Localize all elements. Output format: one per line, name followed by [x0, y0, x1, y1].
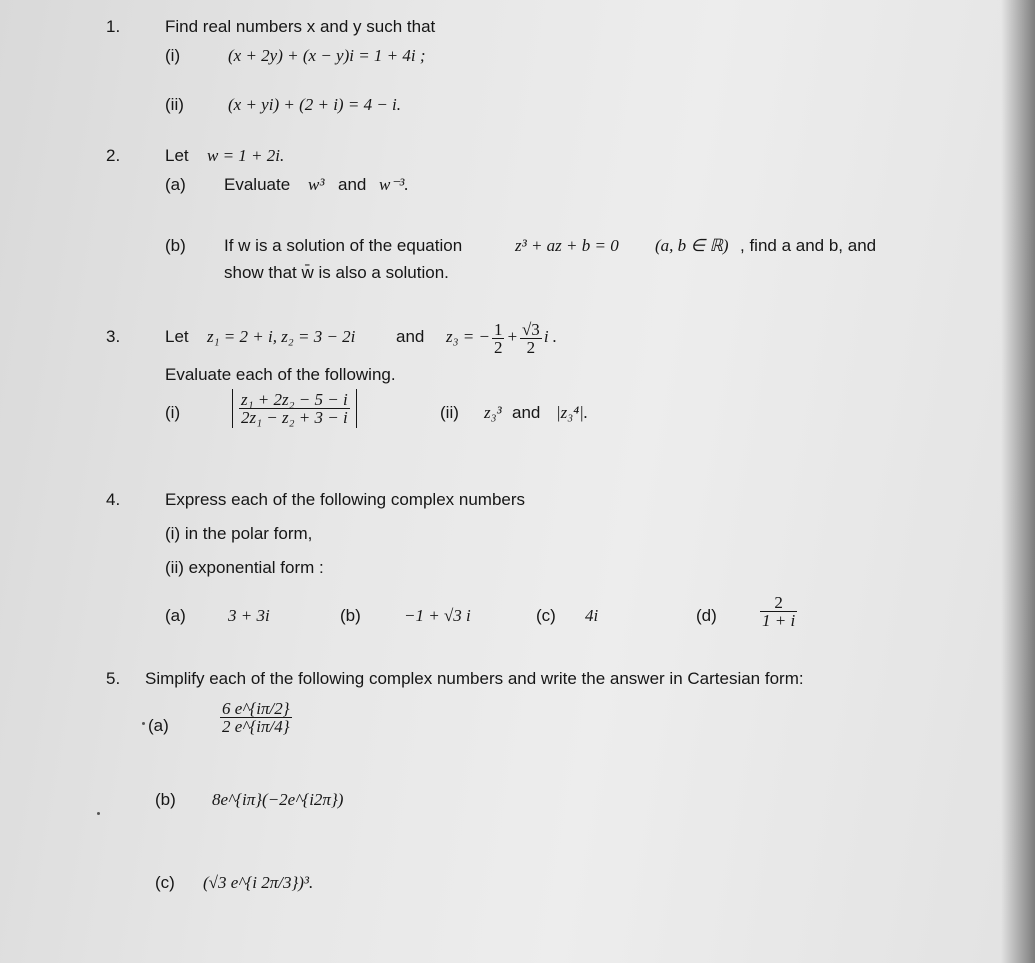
q3-i-label: (i) [165, 403, 181, 422]
q1-intro: Find real numbers x and y such that [165, 17, 436, 36]
q3-ii-and: and [512, 403, 541, 422]
q4-d-numerator: 2 [760, 594, 797, 612]
q2-a-expression-1: w³ [308, 175, 325, 194]
q4-d-denominator: 1 + i [762, 611, 796, 630]
q4-b-label: (b) [340, 606, 361, 625]
q3-z3-denominator-2: 2 [526, 337, 536, 357]
page-edge-shadow [1001, 0, 1035, 963]
q3-z3-denominator-1: 2 [493, 337, 503, 357]
q2-b-equation: z³ + az + b = 0 [515, 236, 619, 255]
q3-z3-plus: + [506, 327, 518, 346]
q5-number: 5. [106, 669, 121, 688]
q3-definitions: z₁ = 2 + i, z₂ = 3 − 2i [207, 327, 356, 346]
q3-z3-lhs: z₃ = − [446, 327, 490, 346]
q3-i-denominator: 2z₁ − z₂ + 3 − i [241, 408, 348, 427]
q2-b-condition: (a, b ∈ ℝ) [655, 236, 729, 255]
q3-z3-fraction-2 [520, 321, 542, 356]
q2-b-text: If w is a solution of the equation [224, 236, 463, 255]
q4-number: 4. [106, 490, 121, 509]
q4-c-label: (c) [536, 606, 556, 625]
q3-i-numerator: z₁ + 2z₂ − 5 − i [241, 390, 348, 409]
paper-speck [142, 722, 145, 725]
paper-speck [97, 812, 100, 815]
q5-a-numerator: 6 e^{iπ/2} [222, 699, 290, 718]
q5-c-expression: (√3 e^{i 2π/3})³. [203, 873, 314, 892]
q1-ii-expression: (x + yi) + (2 + i) = 4 − i. [228, 95, 402, 114]
q2-a-label: (a) [165, 175, 186, 194]
q2-b-text-line2: show that w̄ is also a solution. [224, 263, 449, 282]
q3-i-fraction [239, 391, 350, 426]
q1-ii-label: (ii) [165, 95, 184, 114]
q2-b-label: (b) [165, 236, 186, 255]
q3-let: Let [165, 327, 189, 346]
q3-instruction: Evaluate each of the following. [165, 365, 396, 384]
q3-ii-label: (ii) [440, 403, 459, 422]
q3-i-expression [232, 389, 357, 428]
q3-z3-tail: i . [543, 327, 558, 346]
q3-number: 3. [106, 327, 121, 346]
q5-a-expression [218, 700, 294, 735]
q4-a-expression: 3 + 3i [228, 606, 270, 625]
q5-b-expression: 8e^{iπ}(−2e^{i2π}) [212, 790, 344, 809]
q1-i-label: (i) [165, 46, 181, 65]
q3-and: and [396, 327, 425, 346]
q4-form-ii: (ii) exponential form : [165, 558, 324, 577]
q2-a-expression-2: w⁻³. [379, 175, 409, 194]
q5-c-label: (c) [155, 873, 175, 892]
q5-b-label: (b) [155, 790, 176, 809]
q4-c-expression: 4i [585, 606, 599, 625]
q5-intro: Simplify each of the following complex numbers and write the answer in Cartesian form: [145, 669, 804, 688]
q3-ii-expression-2: |z₃⁴|. [556, 403, 589, 422]
q5-a-denominator: 2 e^{iπ/4} [222, 717, 290, 736]
q4-d-expression [758, 594, 799, 629]
q3-i-modulus [232, 389, 357, 428]
q5-a-label: (a) [148, 716, 169, 735]
q1-i-expression: (x + 2y) + (x − y)i = 1 + 4i ; [228, 46, 426, 65]
q4-a-label: (a) [165, 606, 186, 625]
q4-d-label: (d) [696, 606, 717, 625]
q4-b-expression: −1 + √3 i [404, 606, 471, 625]
q3-z3-fraction-1 [492, 321, 505, 356]
q2-a-and: and [338, 175, 367, 194]
q4-form-i: (i) in the polar form, [165, 524, 313, 543]
q4-d-fraction [760, 594, 797, 629]
q3-ii-expression-1: z₃³ [484, 403, 502, 422]
q1-number: 1. [106, 17, 121, 36]
q3-z3-definition [446, 311, 557, 363]
q3-z3-numerator-1: 1 [493, 319, 503, 339]
q3-z3-numerator-2: √3 [521, 319, 540, 339]
q2-a-text: Evaluate [224, 175, 291, 194]
q5-a-fraction [220, 700, 292, 735]
q2-definition: w = 1 + 2i. [207, 146, 285, 165]
q4-intro: Express each of the following complex numbers [165, 490, 526, 509]
q2-number: 2. [106, 146, 121, 165]
q2-let: Let [165, 146, 189, 165]
q2-b-text-end: , find a and b, and [740, 236, 877, 255]
